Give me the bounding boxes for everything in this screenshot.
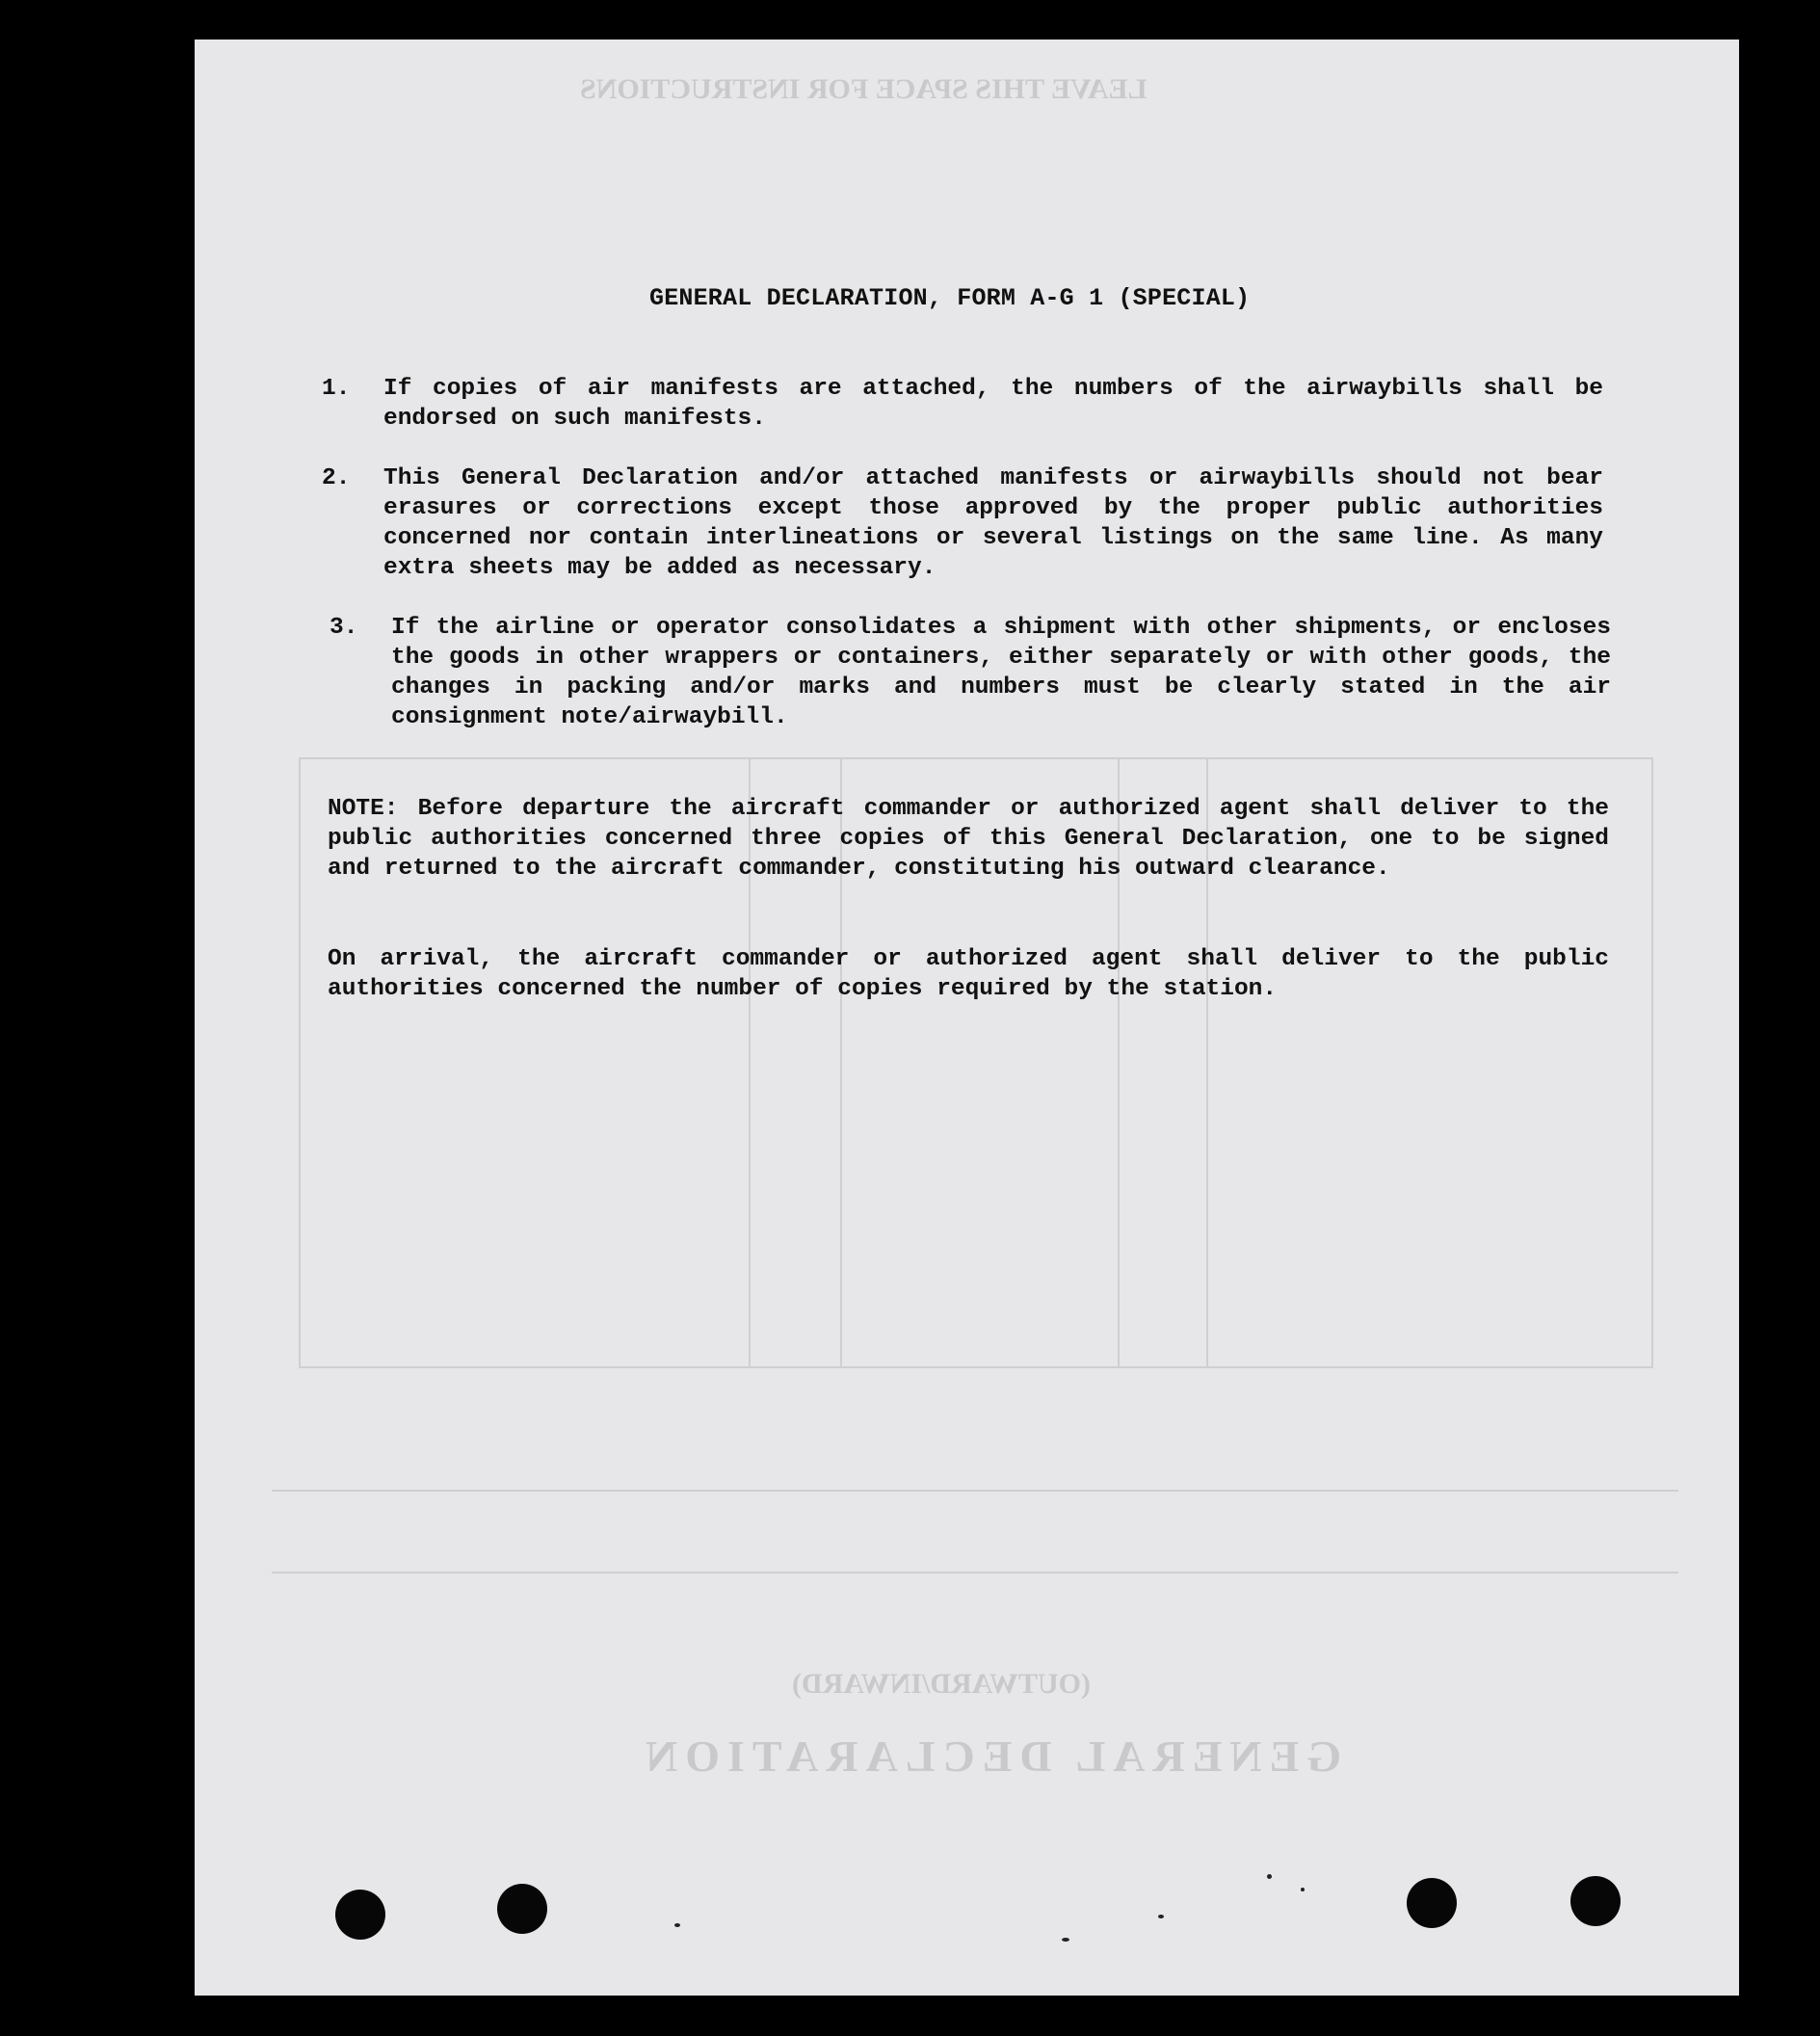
bleedthrough-heading: GENERAL DECLARATION (638, 1732, 1342, 1781)
document-title: GENERAL DECLARATION, FORM A-G 1 (SPECIAL) (649, 284, 1251, 312)
speck (674, 1923, 680, 1927)
list-item-number: 3. (330, 615, 358, 641)
list-item-number: 2. (322, 465, 351, 491)
list-item-text: This General Declaration and/or attached manifests or airwaybills should not bear erasures or corrections except those approved by the proper public authorities concerned nor contain interlineations or several listings on the same line. As many extra sheets may be added as necessary. (383, 465, 1603, 581)
note-paragraph: NOTE: Before departure the aircraft commander or authorized agent shall deliver to the public authorities concerned three copies of this General Declaration, one to be signed and returned to the aircraft commander, constituting his outward clearance. (328, 796, 1609, 882)
punch-hole (497, 1884, 547, 1934)
list-item (322, 374, 1603, 434)
list-item (330, 613, 1611, 732)
list-item-text: If the airline or operator consolidates a shipment with other shipments, or encloses the goods in other wrappers or containers, either separately or with other goods, the changes in packing and/or marks and numbers must be clearly stated in the air consignment note/airwaybill. (391, 615, 1611, 730)
punch-hole (335, 1890, 385, 1940)
list-item-text: If copies of air manifests are attached, the numbers of the airwaybills shall be endorsed on such manifests. (383, 376, 1603, 432)
punch-hole (1407, 1878, 1457, 1928)
arrival-paragraph: On arrival, the aircraft commander or authorized agent shall deliver to the public authorities concerned the number of copies required by the station. (328, 946, 1609, 1002)
speck (1267, 1874, 1272, 1879)
bleedthrough-subheading: (OUTWARD/INWARD) (792, 1668, 1092, 1700)
list-item-number: 1. (322, 376, 351, 402)
document-page (195, 40, 1739, 1996)
document-content (195, 40, 1739, 1996)
speck (1301, 1888, 1305, 1891)
list-item (322, 463, 1603, 583)
punch-hole (1570, 1876, 1621, 1926)
bleedthrough-header: LEAVE THIS SPACE FOR INSTRUCTIONS (580, 73, 1147, 105)
speck (1062, 1938, 1069, 1942)
speck (1158, 1915, 1164, 1918)
